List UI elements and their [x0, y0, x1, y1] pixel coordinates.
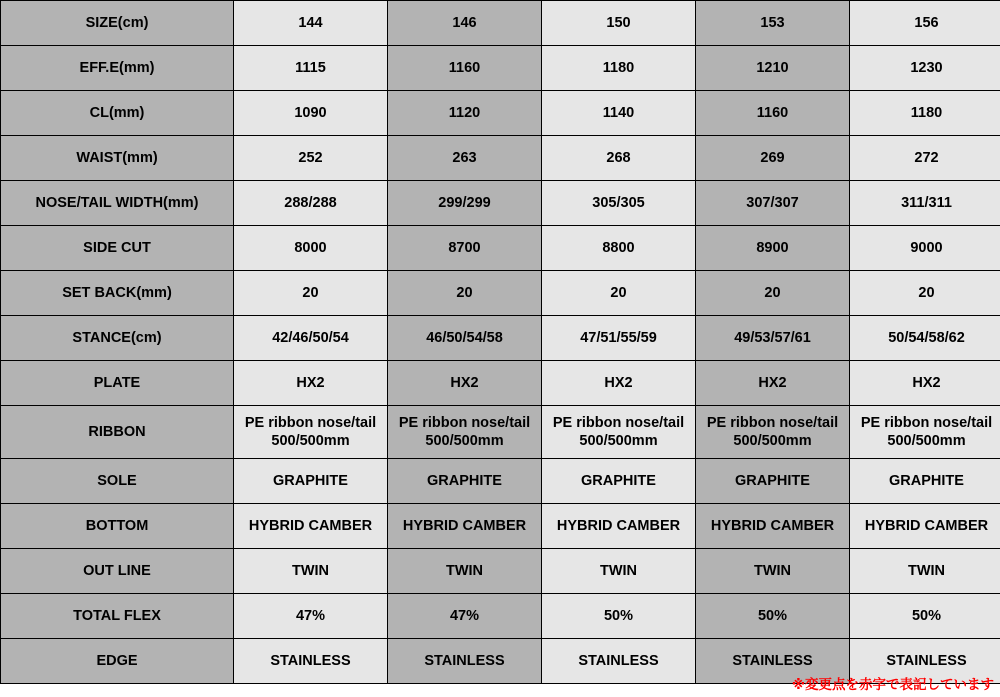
cell-plate-156: HX2 [850, 361, 1000, 406]
row-label-ribbon: RIBBON [1, 406, 234, 459]
row-label-size: SIZE(cm) [1, 1, 234, 46]
cell-edge-150: STAINLESS [542, 639, 696, 684]
cell-waist-156: 272 [850, 136, 1000, 181]
cell-bottom-146: HYBRID CAMBER [388, 504, 542, 549]
cell-size-146: 146 [388, 1, 542, 46]
table-row [1, 594, 1000, 639]
table-row [1, 91, 1000, 136]
cell-eff-e-146: 1160 [388, 46, 542, 91]
cell-ribbon-146: PE ribbon nose/tail 500/500mm [388, 406, 542, 459]
cell-stance-144: 42/46/50/54 [234, 316, 388, 361]
cell-stance-156: 50/54/58/62 [850, 316, 1000, 361]
table-row [1, 181, 1000, 226]
cell-total-flex-144: 47% [234, 594, 388, 639]
cell-total-flex-156: 50% [850, 594, 1000, 639]
cell-ribbon-156: PE ribbon nose/tail 500/500mm [850, 406, 1000, 459]
cell-stance-150: 47/51/55/59 [542, 316, 696, 361]
cell-nose-tail-153: 307/307 [696, 181, 850, 226]
row-label-waist: WAIST(mm) [1, 136, 234, 181]
row-label-total-flex: TOTAL FLEX [1, 594, 234, 639]
cell-sole-144: GRAPHITE [234, 459, 388, 504]
cell-out-line-156: TWIN [850, 549, 1000, 594]
cell-stance-146: 46/50/54/58 [388, 316, 542, 361]
cell-edge-153: STAINLESS [696, 639, 850, 684]
cell-cl-146: 1120 [388, 91, 542, 136]
cell-plate-146: HX2 [388, 361, 542, 406]
cell-stance-153: 49/53/57/61 [696, 316, 850, 361]
table-row [1, 549, 1000, 594]
cell-edge-156: STAINLESS [850, 639, 1000, 684]
cell-total-flex-146: 47% [388, 594, 542, 639]
table-row [1, 504, 1000, 549]
cell-side-cut-153: 8900 [696, 226, 850, 271]
table-row [1, 361, 1000, 406]
cell-eff-e-156: 1230 [850, 46, 1000, 91]
cell-cl-153: 1160 [696, 91, 850, 136]
cell-bottom-150: HYBRID CAMBER [542, 504, 696, 549]
cell-set-back-153: 20 [696, 271, 850, 316]
cell-ribbon-153: PE ribbon nose/tail 500/500mm [696, 406, 850, 459]
cell-total-flex-153: 50% [696, 594, 850, 639]
row-label-eff-e: EFF.E(mm) [1, 46, 234, 91]
cell-set-back-156: 20 [850, 271, 1000, 316]
cell-plate-144: HX2 [234, 361, 388, 406]
row-label-side-cut: SIDE CUT [1, 226, 234, 271]
row-label-plate: PLATE [1, 361, 234, 406]
cell-waist-144: 252 [234, 136, 388, 181]
table-row [1, 406, 1000, 459]
row-label-nose-tail-width: NOSE/TAIL WIDTH(mm) [1, 181, 234, 226]
table-row [1, 1, 1000, 46]
cell-plate-150: HX2 [542, 361, 696, 406]
cell-eff-e-150: 1180 [542, 46, 696, 91]
cell-total-flex-150: 50% [542, 594, 696, 639]
cell-side-cut-146: 8700 [388, 226, 542, 271]
cell-size-150: 150 [542, 1, 696, 46]
table-row [1, 459, 1000, 504]
cell-sole-150: GRAPHITE [542, 459, 696, 504]
cell-cl-156: 1180 [850, 91, 1000, 136]
row-label-edge: EDGE [1, 639, 234, 684]
cell-sole-153: GRAPHITE [696, 459, 850, 504]
cell-eff-e-153: 1210 [696, 46, 850, 91]
cell-eff-e-144: 1115 [234, 46, 388, 91]
cell-nose-tail-146: 299/299 [388, 181, 542, 226]
table-row [1, 46, 1000, 91]
cell-edge-144: STAINLESS [234, 639, 388, 684]
row-label-sole: SOLE [1, 459, 234, 504]
row-label-set-back: SET BACK(mm) [1, 271, 234, 316]
cell-plate-153: HX2 [696, 361, 850, 406]
footnote-text: ※変更点を赤字で表記しています [791, 677, 994, 693]
cell-nose-tail-144: 288/288 [234, 181, 388, 226]
cell-sole-146: GRAPHITE [388, 459, 542, 504]
row-label-bottom: BOTTOM [1, 504, 234, 549]
cell-waist-150: 268 [542, 136, 696, 181]
cell-set-back-144: 20 [234, 271, 388, 316]
cell-ribbon-150: PE ribbon nose/tail 500/500mm [542, 406, 696, 459]
table-row [1, 136, 1000, 181]
cell-waist-153: 269 [696, 136, 850, 181]
cell-ribbon-144: PE ribbon nose/tail 500/500mm [234, 406, 388, 459]
table-row [1, 271, 1000, 316]
cell-size-144: 144 [234, 1, 388, 46]
spec-table-body [1, 1, 1000, 684]
row-label-out-line: OUT LINE [1, 549, 234, 594]
cell-nose-tail-150: 305/305 [542, 181, 696, 226]
cell-size-156: 156 [850, 1, 1000, 46]
cell-set-back-146: 20 [388, 271, 542, 316]
cell-bottom-153: HYBRID CAMBER [696, 504, 850, 549]
cell-side-cut-150: 8800 [542, 226, 696, 271]
cell-set-back-150: 20 [542, 271, 696, 316]
cell-edge-146: STAINLESS [388, 639, 542, 684]
cell-out-line-153: TWIN [696, 549, 850, 594]
cell-out-line-150: TWIN [542, 549, 696, 594]
table-row [1, 226, 1000, 271]
cell-sole-156: GRAPHITE [850, 459, 1000, 504]
cell-out-line-146: TWIN [388, 549, 542, 594]
cell-side-cut-156: 9000 [850, 226, 1000, 271]
cell-bottom-156: HYBRID CAMBER [850, 504, 1000, 549]
cell-side-cut-144: 8000 [234, 226, 388, 271]
table-row [1, 316, 1000, 361]
cell-bottom-144: HYBRID CAMBER [234, 504, 388, 549]
cell-cl-150: 1140 [542, 91, 696, 136]
cell-size-153: 153 [696, 1, 850, 46]
cell-waist-146: 263 [388, 136, 542, 181]
cell-nose-tail-156: 311/311 [850, 181, 1000, 226]
row-label-stance: STANCE(cm) [1, 316, 234, 361]
cell-out-line-144: TWIN [234, 549, 388, 594]
cell-cl-144: 1090 [234, 91, 388, 136]
row-label-cl: CL(mm) [1, 91, 234, 136]
